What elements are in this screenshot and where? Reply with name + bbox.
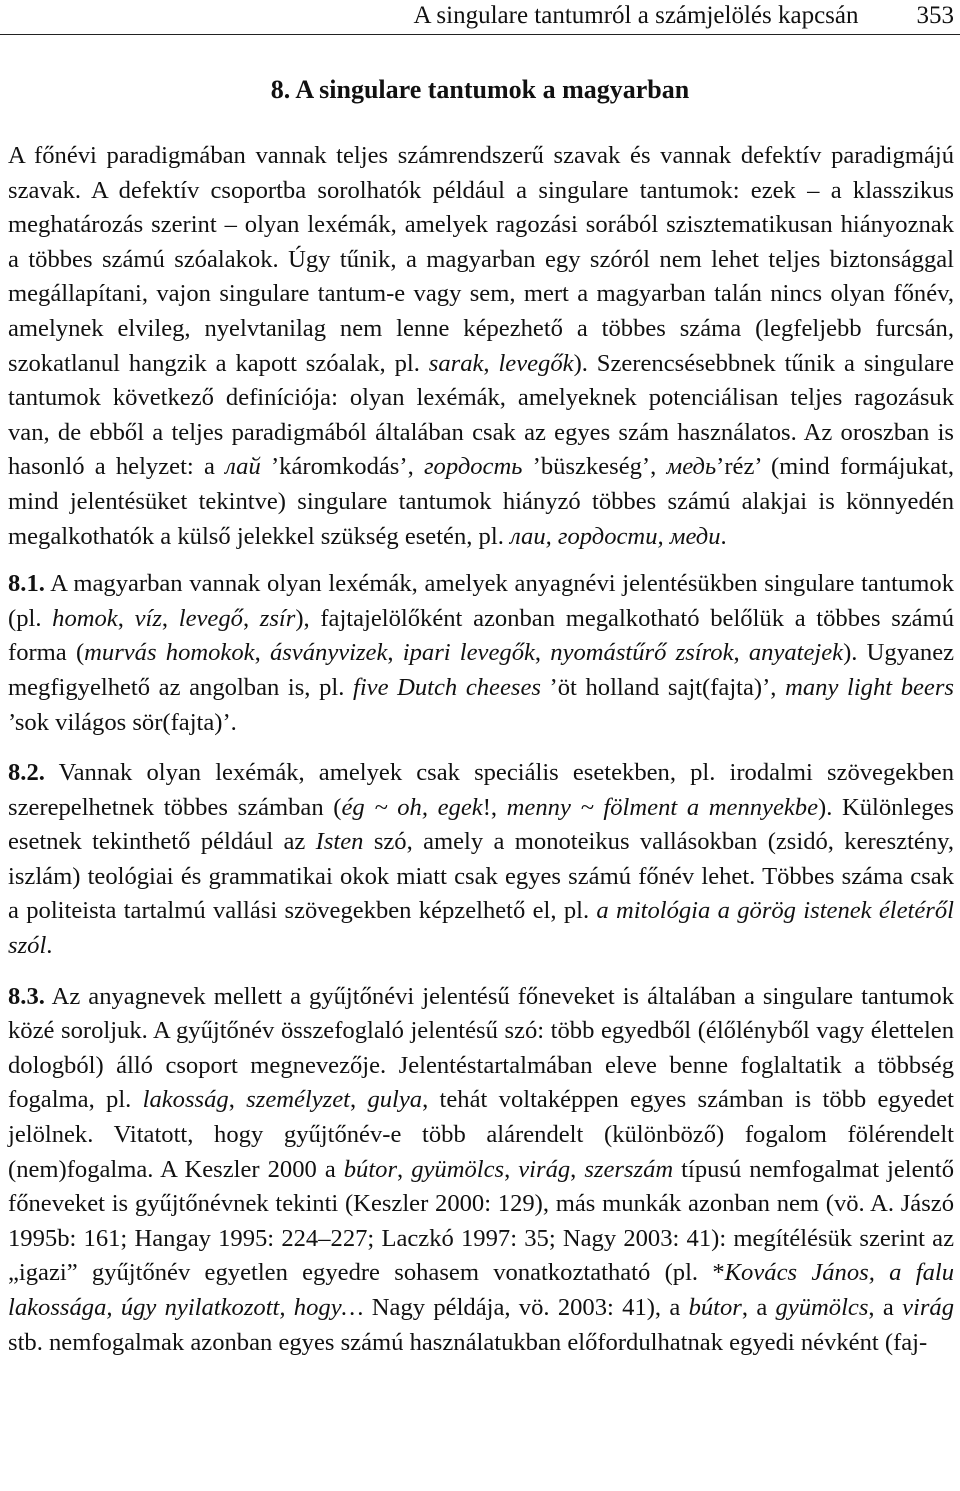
text-run: Vannak olyan lexémák, amelyek csak speciális esetekben, pl. irodalmi szövegekben szerepelhetnek többes számban ( xyxy=(8,759,954,821)
text-run: , xyxy=(387,639,403,667)
example-word: лаи, гордости, меди xyxy=(510,522,721,550)
example-word: lakosság xyxy=(142,1086,229,1114)
example-word: ásványvizek xyxy=(269,639,388,667)
subsection-number: 8.3. xyxy=(8,982,45,1010)
example-word: gyümölcs xyxy=(775,1294,869,1321)
paragraph-intro xyxy=(8,139,954,554)
text-run: szó, amely a monoteikus vallásokban (zsidó, keresztény, iszlám) teológiai és grammatikai okok miatt csak egyes számú főnév lehet. Többes száma csak a politeista tartalmú vallási szövegekben képzelhető el, pl. xyxy=(8,828,954,925)
example-word: menny ~ fölment a mennyekbe xyxy=(506,793,818,821)
text-run: ), fajtajelölőként azonban megalkotható belőlük a többes számú forma ( xyxy=(8,604,955,667)
example-word: gyümölcs xyxy=(411,1155,505,1183)
text-run: , xyxy=(570,1155,585,1183)
text-run: . xyxy=(720,522,727,550)
text-run: Az anyagnevek mellett a gyűjtőnévi jelentésű főneveket is általában a singulare tantumok közé soroljuk. A gyűjtőnév összefoglaló jelentésű szó: több egyedből (élőlényből vagy élettelen dologból) álló csoport megnevezője. Jelentéstartalmában eleve benne foglaltatik a többség fogalma, pl. xyxy=(8,982,954,1114)
example-word: víz xyxy=(134,604,162,632)
paragraph-8-3 xyxy=(8,980,954,1361)
text-run: , xyxy=(349,1086,368,1114)
example-word: ég ~ oh, egek xyxy=(341,793,483,821)
example-word: гордость xyxy=(423,453,523,481)
example-word: zsír xyxy=(259,604,296,632)
example-word: levegők xyxy=(498,349,574,377)
text-run: , xyxy=(733,639,749,667)
page-number: 353 xyxy=(916,2,954,29)
text-run: , xyxy=(117,604,135,632)
header-rule xyxy=(0,34,960,35)
example-word: лай xyxy=(225,453,261,481)
example-word: személyzet xyxy=(246,1086,350,1114)
text-run: !, xyxy=(482,793,507,821)
text-run: , xyxy=(161,604,179,632)
example-word: gulya xyxy=(367,1086,423,1114)
text-run: típusú nemfogalmat jelentő főneveket is gyűjtőnévnek tekinti (Keszler 2000: 129), más munkák azonban nem (vö. A. Jászó 1995b: 161; Hangay 1995: 224–227; Laczkó 1997: 35; Nagy 2003: 41): megítélésük szerint az „igazi” gyűjtőnév egyetlen egyedre sohasem vonatkoztatható (pl. * xyxy=(8,1155,954,1287)
text-run: ’káromkodás’, xyxy=(260,453,424,481)
example-word: медь xyxy=(666,453,717,481)
text-run: , tehát voltaképpen egyes számban is több egyedet jelölnek. Vitatott, hogy gyűjtőnév-e több alárendelt (különböző) fogalom fölérendelt (nem)fogalma. A Keszler 2000 a xyxy=(8,1086,955,1183)
example-word: a mitológia a görög istenek életéről szól xyxy=(8,897,954,960)
text-run: A főnévi paradigmában vannak teljes számrendszerű szavak és vannak defektív paradigmájú szavak. A defektív csoportba sorolhatók például a singulare tantumok: ezek – a klasszikus meghatározás szerint – olyan lexémák, amelyek ragozási sorából szisztematikusan hiányoznak a többes számú szóalakok. Úgy tűnik, a magyarban egy szóról nem lehet teljes biztonsággal megállapítani, vajon singulare tantum-e vagy sem, mert a magyarban talán nincs olyan főnév, amelynek elvileg, nyelvtanilag nem lenne képezhető a többes száma (legfeljebb furcsán, szokatlanul hangzik a kapott szóalak, pl. xyxy=(8,142,954,377)
text-run: ’büszkeség’, xyxy=(522,453,667,481)
example-word: murvás homokok xyxy=(84,639,255,667)
example-word: szerszám xyxy=(584,1155,674,1183)
subsection-number: 8.2. xyxy=(8,759,45,787)
example-word: sarak xyxy=(428,349,484,377)
text-run: , xyxy=(242,604,260,632)
running-head xyxy=(8,2,954,30)
example-word: bútor xyxy=(343,1155,398,1183)
section-title: 8. A singulare tantumok a magyarban xyxy=(270,75,690,104)
running-title: A singulare tantumról a számjelölés kapcsán xyxy=(413,2,859,29)
example-word: virág xyxy=(518,1155,571,1183)
text-run: ’sok világos sör(fajta)’. xyxy=(8,708,237,736)
example-word: anyatejek xyxy=(748,639,844,667)
paragraph-8-2 xyxy=(8,756,954,964)
text-run: , xyxy=(534,639,551,667)
example-word: Kovács János, a falu lakossága, úgy nyilatkozott, hogy… xyxy=(8,1259,954,1321)
text-run: , a xyxy=(868,1294,903,1321)
text-run: ’réz’ (mind formájukat, mind jelentésüket tekintve) singulare tantumok hiányzó többes számú alakjai is könnyedén megalkothatók a külső jelekkel szükség esetén, pl. xyxy=(8,453,954,550)
subsection-number: 8.1. xyxy=(8,570,45,598)
example-word: levegő xyxy=(178,604,243,632)
text-run: A magyarban vannak olyan lexémák, amelyek anyagnévi jelentésükben singulare tantumok (pl. xyxy=(8,570,954,632)
example-word: many light beers xyxy=(785,673,954,701)
text-run: . xyxy=(46,932,53,960)
text-run: , xyxy=(397,1155,412,1183)
text-run: , xyxy=(483,349,499,377)
paragraph-8-1 xyxy=(8,567,954,740)
text-run: Nagy példája, vö. 2003: 41), a xyxy=(363,1294,689,1321)
text-run: , xyxy=(254,639,270,667)
text-run: stb. nemfogalmak azonban egyes számú használatukban előfordulhatnak egyedi névként (faj- xyxy=(8,1328,928,1356)
example-word: bútor xyxy=(688,1294,742,1321)
example-word: nyomástűrő zsírok xyxy=(550,639,734,667)
body-text xyxy=(8,139,954,1360)
example-word: homok xyxy=(52,604,118,632)
example-word: ipari levegők xyxy=(402,639,535,667)
text-run: ’öt holland sajt(fajta)’, xyxy=(540,673,786,701)
text-run: , xyxy=(228,1086,247,1114)
text-run: ). Szerencsésebbnek tűnik a singulare tantumok következő definíciója: olyan lexémák, amelyeknek potenciálisan teljes ragozásuk van, de ebből a teljes paradigmából általában csak az egyes szám használatos. Az oroszban is hasonló a helyzet: a xyxy=(8,349,954,481)
text-run: , a xyxy=(741,1294,776,1321)
text-run: ). Különleges esetnek tekinthető például az xyxy=(8,793,954,856)
text-run: , xyxy=(504,1155,519,1183)
example-word: virág xyxy=(902,1294,954,1321)
text-run: ). Ugyanez megfigyelhető az angolban is, pl. xyxy=(8,639,955,701)
example-word: Isten xyxy=(315,828,364,856)
example-word: five Dutch cheeses xyxy=(352,673,541,701)
